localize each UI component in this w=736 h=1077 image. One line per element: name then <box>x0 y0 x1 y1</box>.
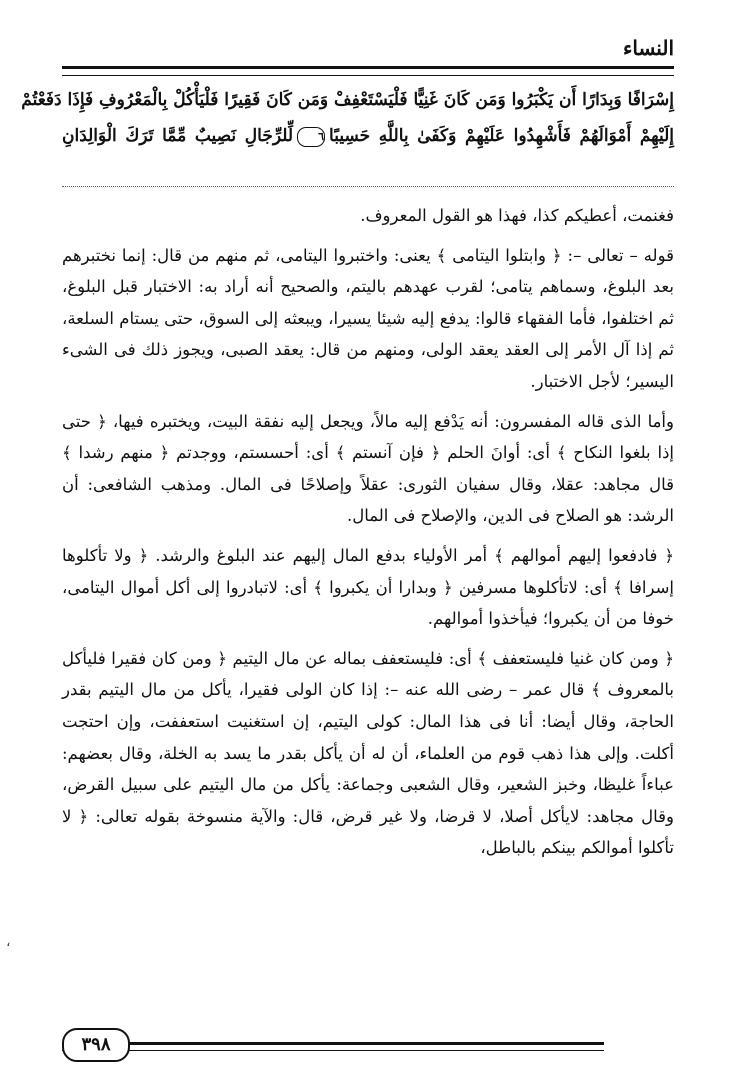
commentary-paragraph-3: وأما الذى قاله المفسرون: أنه يَدْفع إليه مالاً، ويجعل إليه نفقة البيت، ويختبره فيها، ﴿ حتى إذا بلغوا النكاح ﴾ أى: أوانَ الحلم ﴿ فإن آنستم ﴾ أى: أحسستم، ووجدتم ﴿ منهم رشدا ﴾ قال مجاهد: عقلا، وقال سفيان الثورى: عقلاً وإصلاحًا فى المال. ومذهب الشافعى: أن الرشد: هو الصلاح فى الدين، والإصلاح فى المال. <box>62 411 674 526</box>
page-header <box>62 34 674 74</box>
verse-line-2-part-b: لِّلرِّجَالِ نَصِيبٌ مِّمَّا تَرَكَ الْوَالِدَانِ <box>62 126 294 146</box>
verse-line-1: إِسْرَافًا وَبِدَارًا أَن يَكْبَرُوا وَمَن كَانَ غَنِيًّا فَلْيَسْتَعْفِفْ وَمَن كَانَ فَقِيرًا فَلْيَأْكُلْ بِالْمَعْرُوفِ فَإِذَا دَفَعْتُمْ <box>21 90 674 110</box>
ayah-number-marker: ٦ <box>297 127 325 147</box>
commentary-paragraph-2: قوله – تعالى –: ﴿ وابتلوا اليتامى ﴾ يعنى: واختبروا اليتامى، ثم منهم من قال: إنما نختبرهم بعد البلوغ، وسماهم يتامى؛ لقرب عهدهم باليتم، والصحيح أنه أراد به: الاختبار قبل البلوغ، ثم اختلفوا، فأما الفقهاء قالوا: يدفع إليه شيئا يسيرا، ويبعثه إلى السوق، حتى يستام السلعة، ثم إذا آل الأمر إلى العقد يعقد الولى، ومنهم من قال: يعقد الصبى، ويجوز ذلك فى الشىء اليسير؛ لأجل الاختبار. <box>62 245 674 391</box>
quran-verse-block <box>21 82 675 154</box>
verse-line-2-part-a: إِلَيْهِمْ أَمْوَالَهُمْ فَأَشْهِدُوا عَلَيْهِمْ وَكَفَىٰ بِاللَّهِ حَسِيبًا <box>329 126 675 146</box>
verse-line-2 <box>62 118 674 154</box>
commentary-text <box>62 200 674 872</box>
footer-double-rule <box>62 1042 604 1051</box>
page-number: ٣٩٨ <box>62 1028 130 1062</box>
header-double-rule <box>62 66 674 76</box>
margin-mark: ، <box>6 934 11 950</box>
commentary-paragraph-4: ﴿ فادفعوا إليهم أموالهم ﴾ أمر الأولياء بدفع المال إليهم عند البلوغ والرشد. ﴿ ولا تأكلوها إسرافا ﴾ أى: لاتأكلوها مسرفين ﴿ وبدارا أن يكبروا ﴾ أى: لاتبادروا إلى أكل أموال اليتامى، خوفا من أن يكبروا؛ فيأخذوا أموالهم. <box>62 545 674 629</box>
page-footer <box>62 1024 674 1064</box>
dotted-separator <box>62 186 674 187</box>
surah-name-title: النساء <box>615 36 674 60</box>
commentary-paragraph-5: ﴿ ومن كان غنيا فليستعفف ﴾ أى: فليستعفف بماله عن مال اليتيم ﴿ ومن كان فقيرا فليأكل بالمعروف ﴾ قال عمر – رضى الله عنه –: إذا كان الولى فقيرا، يأكل من مال اليتيم بقدر الحاجة، وقال أيضا: أنا فى هذا المال: كولى اليتيم، إن استغنيت استعففت، وإن احتجت أكلت. وإلى هذا ذهب قوم من العلماء، أن له أن يأكل بقدر ما يسد به الخلة، وقال بعضهم: عباءاً غليظا، وخبز الشعير، وقال الشعبى وجماعة: يأكل من مال اليتيم على سبيل القرض، وقال مجاهد: لايأكل أصلا، لا قرضا، ولا غير قرض، قال: والآية منسوخة بقوله تعالى: ﴿ لا تأكلوا أموالكم بينكم بالباطل، <box>62 648 674 858</box>
commentary-paragraph-1: فغنمت، أعطيكم كذا، فهذا هو القول المعروف. <box>360 206 674 225</box>
